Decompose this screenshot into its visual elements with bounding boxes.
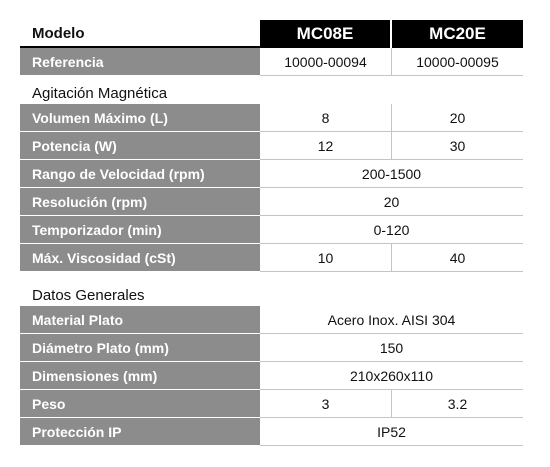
table-row-temporizador <box>20 216 523 244</box>
value-mc08e: 8 <box>260 104 392 132</box>
row-label: Máx. Viscosidad (cSt) <box>20 244 260 272</box>
table-header-row <box>20 20 523 48</box>
model-mc20e-header: MC20E <box>392 20 523 48</box>
value-mc08e: 10000-00094 <box>260 48 392 76</box>
value-mc08e: 12 <box>260 132 392 160</box>
value-shared: 210x260x110 <box>260 362 523 390</box>
row-label: Protección IP <box>20 418 260 446</box>
model-mc08e-header: MC08E <box>260 20 392 48</box>
spec-table <box>20 20 523 446</box>
row-label: Rango de Velocidad (rpm) <box>20 160 260 188</box>
value-shared: 20 <box>260 188 523 216</box>
table-row-referencia <box>20 48 523 76</box>
row-label: Dimensiones (mm) <box>20 362 260 390</box>
table-row-peso <box>20 390 523 418</box>
value-shared: 200-1500 <box>260 160 523 188</box>
row-label: Resolución (rpm) <box>20 188 260 216</box>
value-mc20e: 40 <box>392 244 523 272</box>
row-label: Volumen Máximo (L) <box>20 104 260 132</box>
row-label: Material Plato <box>20 306 260 334</box>
value-shared: IP52 <box>260 418 523 446</box>
table-row-proteccion <box>20 418 523 446</box>
value-mc20e: 3.2 <box>392 390 523 418</box>
row-label: Referencia <box>20 48 260 76</box>
model-header-label: Modelo <box>20 20 260 48</box>
row-label: Potencia (W) <box>20 132 260 160</box>
value-shared: 150 <box>260 334 523 362</box>
value-mc20e: 30 <box>392 132 523 160</box>
table-row-rango <box>20 160 523 188</box>
section-title-generales: Datos Generales <box>32 287 145 304</box>
table-row-material <box>20 306 523 334</box>
value-mc20e: 10000-00095 <box>392 48 523 76</box>
value-mc08e: 3 <box>260 390 392 418</box>
table-row-diametro <box>20 334 523 362</box>
value-mc08e: 10 <box>260 244 392 272</box>
table-row-viscosidad <box>20 244 523 272</box>
row-label: Peso <box>20 390 260 418</box>
section-title-agitacion: Agitación Magnética <box>32 85 168 102</box>
row-label: Diámetro Plato (mm) <box>20 334 260 362</box>
table-row-dimensiones <box>20 362 523 390</box>
value-mc20e: 20 <box>392 104 523 132</box>
table-row-resolucion <box>20 188 523 216</box>
table-row-potencia <box>20 132 523 160</box>
value-shared: 0-120 <box>260 216 523 244</box>
table-row-volumen <box>20 104 523 132</box>
row-label: Temporizador (min) <box>20 216 260 244</box>
value-shared: Acero Inox. AISI 304 <box>260 306 523 334</box>
